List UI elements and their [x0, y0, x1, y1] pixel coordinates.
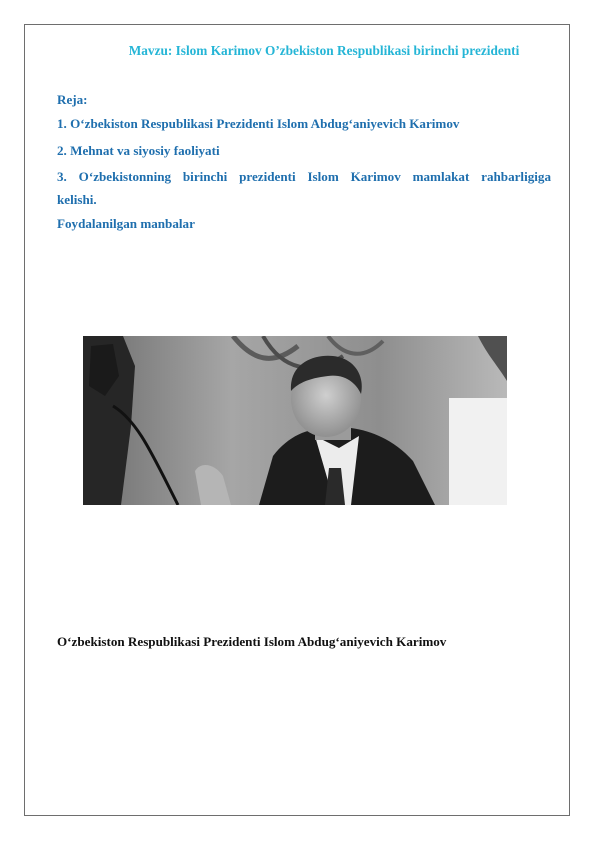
photo-caption: O‘zbekiston Respublikasi Prezidenti Islom Abdug‘aniyevich Karimov — [57, 634, 447, 649]
plan-item-3-continued: kelishi. — [57, 192, 97, 207]
plan-item-2: 2. Mehnat va siyosiy faoliyati — [57, 143, 220, 158]
plan-item-1: 1. O‘zbekiston Respublikasi Prezidenti Islom Abdug‘aniyevich Karimov — [57, 116, 460, 131]
document-title: Mavzu: Islom Karimov O’zbekiston Respublikasi birinchi prezidenti — [128, 43, 520, 58]
plan-item-3: 3. O‘zbekistonning birinchi prezidenti Islom Karimov mamlakat rahbarligiga — [57, 169, 551, 184]
plan-heading: Reja: — [57, 92, 88, 107]
plan-item-sources: Foydalanilgan manbalar — [57, 216, 195, 231]
president-photo — [83, 336, 507, 505]
